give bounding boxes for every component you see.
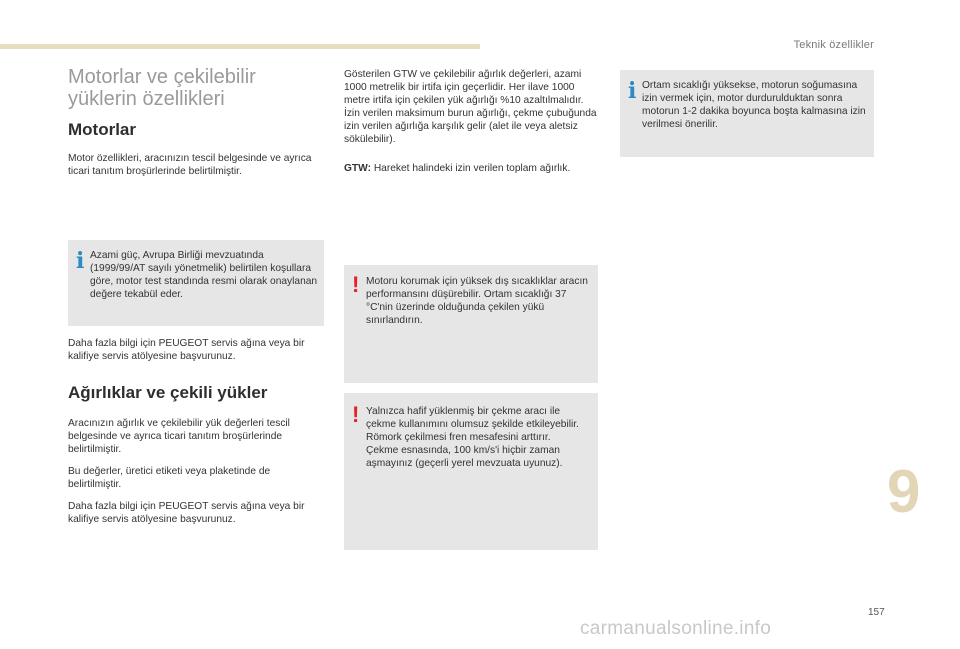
warning-icon: ! [352, 272, 360, 297]
page-title [68, 66, 326, 110]
column-middle [344, 68, 600, 175]
warning-towing-line-2: Römork çekilmesi fren mesafesini arttırır. [366, 432, 551, 443]
info-note-idle-text: Ortam sıcaklığı yüksekse, motorun soğumasına izin vermek için, motor durdurulduktan sonra motorun 1-2 dakika boyunca boşta kalmasına izin verilmesi önerilir. [642, 80, 866, 130]
page-title-line2: yüklerin özellikleri [68, 88, 225, 110]
nose-weight-text: İzin verilen maksimum burun ağırlığı, çekme çubuğunda izin verilen ağırlığa karşılık gelir (alet ile veya aletsiz sökülebilir). [344, 108, 597, 145]
page-number: 157 [868, 607, 885, 618]
info-note-power-text: Azami güç, Avrupa Birliği mevzuatında (1999/99/AT sayılı yönetmelik) belirtilen koşullara göre, motor test standında resmi olarak onaylanan değere tekabül eder. [90, 250, 318, 300]
heading-engines: Motorlar [68, 120, 136, 139]
heading-weights: Ağırlıklar ve çekili yükler [68, 383, 268, 402]
gtw-label: GTW: [344, 163, 371, 174]
gtw-altitude-text: Gösterilen GTW ve çekilebilir ağırlık değerleri, azami 1000 metrelik bir irtifa için geçerlidir. Her ilave 1000 metre irtifa için çekilen yük ağırlığı %10 azaltılmalıdır. [344, 69, 584, 106]
chapter-number: 9 [887, 458, 921, 525]
warning-note-temperature [344, 265, 598, 383]
gtw-definition [344, 162, 600, 175]
info-icon: i [628, 78, 637, 104]
gtw-definition-text: Hareket halindeki izin verilen toplam ağırlık. [370, 163, 571, 174]
warning-icon: ! [352, 402, 360, 427]
page-title-line1: Motorlar ve çekilebilir [68, 66, 256, 88]
warning-note-towing [344, 393, 598, 550]
column-left-lower [68, 337, 326, 526]
more-info-text-2: Daha fazla bilgi için PEUGEOT servis ağına veya bir kalifiye servis atölyesine başvurunuz. [68, 501, 305, 525]
more-info-text-1: Daha fazla bilgi için PEUGEOT servis ağına veya bir kalifiye servis atölyesine başvurunuz. [68, 338, 305, 362]
section-header: Teknik özellikler [793, 39, 874, 51]
warning-note-towing-text [366, 405, 592, 470]
info-note-power [68, 240, 324, 326]
watermark: carmanualsonline.info [580, 618, 772, 639]
info-icon: i [76, 248, 85, 274]
column-left [68, 66, 326, 178]
warning-towing-line-3: Çekme esnasında, 100 km/s'i hiçbir zaman aşmayınız (geçerli yerel mevzuata uyunuz). [366, 445, 563, 469]
warning-note-temperature-text: Motoru korumak için yüksek dış sıcaklıklar aracın performansını düşürebilir. Ortam sıcaklığı 37 °C'nin üzerinde olduğunda çekilen yükü sınırlandırın. [366, 276, 588, 326]
info-note-idle [620, 70, 874, 157]
warning-towing-line-1: Yalnızca hafif yüklenmiş bir çekme aracı ile çekme kullanımını olumsuz şekilde etkileyebilir. [366, 406, 579, 430]
values-text: Bu değerler, üretici etiketi veya plaketinde de belirtilmiştir. [68, 466, 271, 490]
weights-text: Aracınızın ağırlık ve çekilebilir yük değerleri tescil belgesinde ve ayrıca ticari tanıtım broşürlerinde belirtilmiştir. [68, 418, 290, 455]
engines-text: Motor özellikleri, aracınızın tescil belgesinde ve ayrıca ticari tanıtım broşürlerinde belirtilmiştir. [68, 153, 312, 177]
header-accent-bar [0, 44, 480, 49]
